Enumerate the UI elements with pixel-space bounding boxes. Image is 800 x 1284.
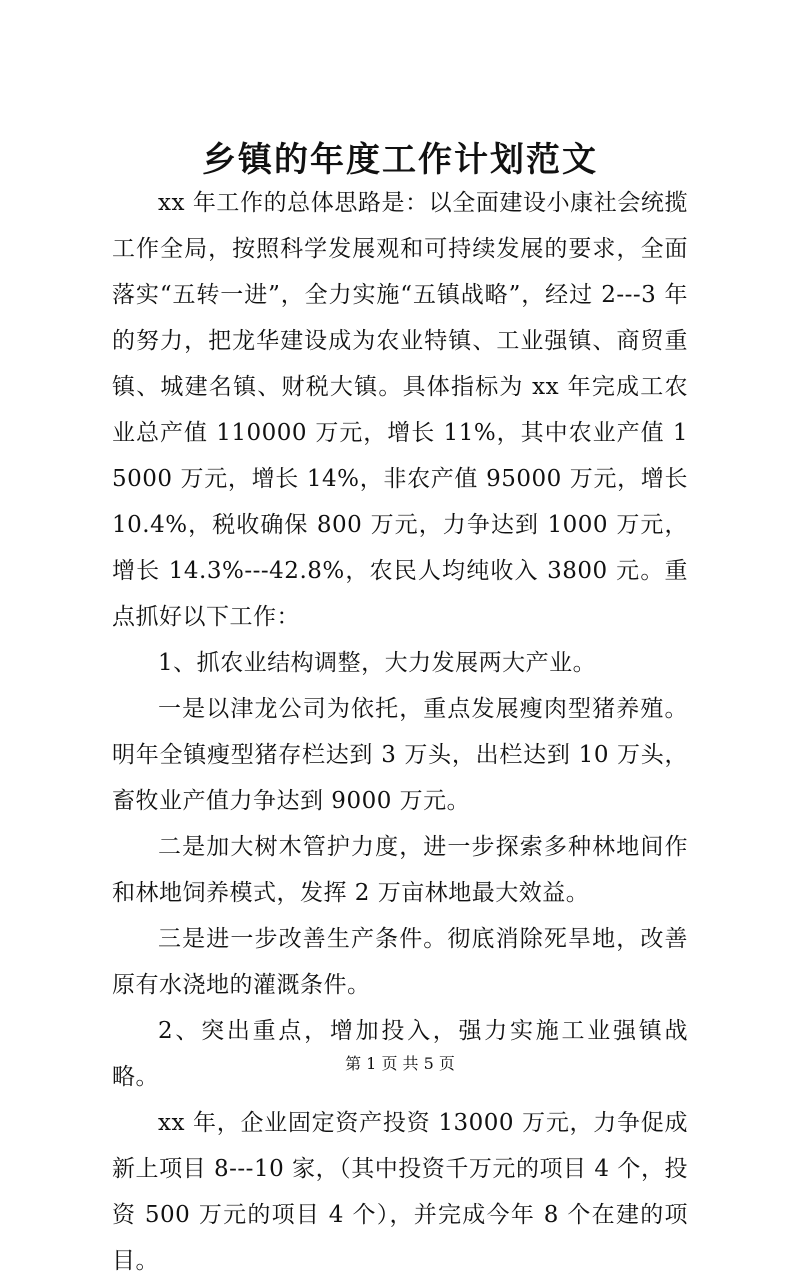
paragraph-overview: xx 年工作的总体思路是：以全面建设小康社会统揽工作全局，按照科学发展观和可持续发展的要求，全面落实“五转一进”，全力实施“五镇战略”，经过 2---3 年的努力，把龙华建设成为农业特镇、工业强镇、商贸重镇、城建名镇、财税大镇。具体指标为 xx 年完成工农业总产值 110000 万元，增长 11%，其中农业产值 15000 万元，增长 14%，非农产值 95000 万元，增长 10.4%，税收确保 800 万元，力争达到 1000 万元，增长 14.3%---42.8%，农民人均纯收入 3800 元。重点抓好以下工作： [112, 190, 688, 630]
paragraph-forestry: 二是加大树木管护力度，进一步探索多种林地间作和林地饲养模式，发挥 2 万亩林地最大效益。 [112, 834, 688, 906]
paragraph-pig-farming: 一是以津龙公司为依托，重点发展瘦肉型猪养殖。明年全镇瘦型猪存栏达到 3 万头，出栏达到 10 万头，畜牧业产值力争达到 9000 万元。 [112, 696, 688, 814]
paragraph-investment: xx 年，企业固定资产投资 13000 万元，力争促成新上项目 8---10 家，（其中投资千万元的项目 4 个，投资 500 万元的项目 4 个），并完成今年 8 个在建的项目。 [112, 1110, 688, 1274]
paragraph-section-2-heading: 2、突出重点，增加投入，强力实施工业强镇战略。 [112, 1018, 688, 1090]
document-title: 乡镇的年度工作计划范文 [202, 140, 598, 180]
paragraph-production-conditions: 三是进一步改善生产条件。彻底消除死旱地，改善原有水浇地的灌溉条件。 [112, 926, 688, 998]
page-number-footer: 第 1 页 共 5 页 [345, 1054, 455, 1073]
document-body [112, 180, 688, 1284]
paragraph-section-1-heading: 1、抓农业结构调整，大力发展两大产业。 [158, 650, 597, 676]
